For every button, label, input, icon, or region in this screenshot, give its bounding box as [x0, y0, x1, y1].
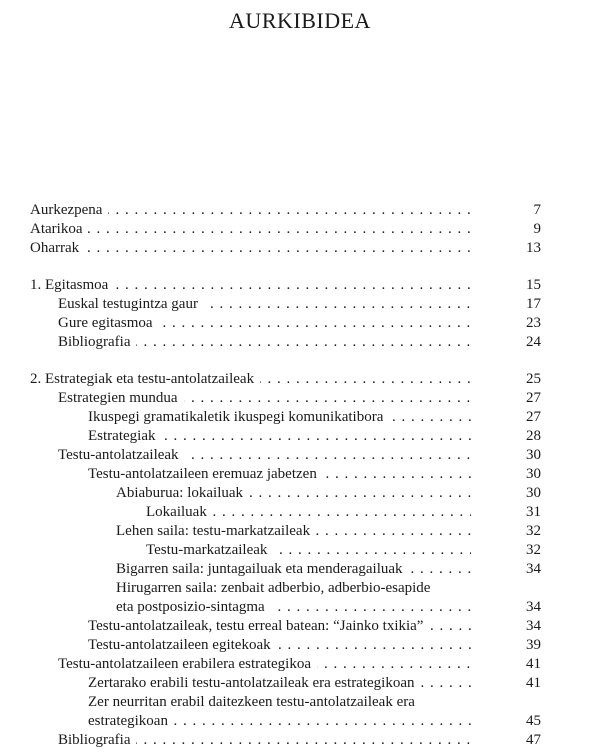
toc-entry-first-line[interactable] [30, 693, 541, 712]
toc-page-number: 30 [501, 465, 541, 484]
toc-entry[interactable] [30, 617, 541, 636]
toc-entry-label: Ikuspegi gramatikaletik ikuspegi komunikatibora [88, 409, 389, 425]
toc-page-number: 45 [501, 712, 541, 731]
toc-entry[interactable] [30, 541, 541, 560]
toc-entry-label: Estrategien mundua [58, 390, 184, 406]
toc-entry-label: Lehen saila: testu-markatzaileak [116, 523, 316, 539]
section-gap [30, 258, 541, 276]
toc-entry-label: Testu-antolatzaileak [58, 447, 185, 463]
toc-entry[interactable] [30, 370, 541, 389]
toc-entry-label-continued: eta postposizio-sintagma [116, 599, 271, 615]
toc-page-number: 28 [501, 427, 541, 446]
toc-entry[interactable] [30, 220, 541, 239]
toc-entry-label: Atarikoa [30, 221, 88, 237]
toc-entry-label: Zertarako erabili testu-antolatzaileak era estrategikoan [88, 675, 421, 691]
toc-page-number: 32 [501, 522, 541, 541]
toc-page-number: 7 [501, 201, 541, 220]
toc-page-number: 27 [501, 408, 541, 427]
toc-page-number: 31 [501, 503, 541, 522]
toc-entry[interactable] [30, 484, 541, 503]
toc-page-number: 9 [501, 220, 541, 239]
toc-entry-label-continued: estrategikoan [88, 713, 174, 729]
toc-entry[interactable] [30, 503, 541, 522]
page-title: AURKIBIDEA [229, 8, 371, 33]
toc-page-number: 27 [501, 389, 541, 408]
toc-entry[interactable] [30, 314, 541, 333]
toc-entry[interactable] [30, 731, 541, 750]
toc-entry-label: Bibliografia [58, 732, 136, 748]
toc-entry-label: Testu-antolatzaileen erabilera estrategikoa [58, 656, 317, 672]
toc-entry-label: Testu-antolatzaileen eremuaz jabetzen [88, 466, 323, 482]
toc-entry-label: Hirugarren saila: zenbait adberbio, adberbio-esapide [116, 580, 431, 596]
toc-entry-label: Testu-markatzaileak [146, 542, 273, 558]
toc-entry[interactable] [30, 201, 541, 220]
toc-page-number: 30 [501, 484, 541, 503]
toc-entry-label: Oharrak [30, 240, 85, 256]
toc-entry[interactable] [30, 655, 541, 674]
toc-page-number: 13 [501, 239, 541, 258]
toc-entry[interactable] [30, 712, 541, 731]
toc-entry-label: Bigarren saila: juntagailuak eta menderagailuak [116, 561, 409, 577]
toc-entry-label: Bibliografia [58, 334, 136, 350]
toc-entry[interactable] [30, 465, 541, 484]
toc-page-number: 25 [501, 370, 541, 389]
toc-entry[interactable] [30, 408, 541, 427]
toc-page-number: 39 [501, 636, 541, 655]
toc-entry[interactable] [30, 636, 541, 655]
toc-entry-label: Testu-antolatzaileak, testu erreal batean: “Jainko txikia” [88, 618, 429, 634]
toc-page-number: 30 [501, 446, 541, 465]
toc-entry-label: Abiaburua: lokailuak [116, 485, 249, 501]
toc-entry[interactable] [30, 276, 541, 295]
toc-page-number: 34 [501, 560, 541, 579]
toc-entry-label: Aurkezpena [30, 202, 108, 218]
toc-page-number: 23 [501, 314, 541, 333]
toc-entry-label: Zer neurritan erabil daitezkeen testu-antolatzaileak era [88, 694, 415, 710]
toc-page-number: 15 [501, 276, 541, 295]
toc-page-number: 47 [501, 731, 541, 750]
toc-page-number: 34 [501, 617, 541, 636]
toc-entry[interactable] [30, 239, 541, 258]
toc-entry-label: Testu-antolatzaileen egitekoak [88, 637, 277, 653]
toc-entry-label: Euskal testugintza gaur [58, 296, 204, 312]
toc-entry[interactable] [30, 333, 541, 352]
toc-page-number: 24 [501, 333, 541, 352]
toc-entry-label: 1. Egitasmoa [30, 277, 114, 293]
toc-page-number: 41 [501, 674, 541, 693]
toc-entry[interactable] [30, 446, 541, 465]
toc-entry[interactable] [30, 427, 541, 446]
toc-entry-label: Gure egitasmoa [58, 315, 159, 331]
toc-entry[interactable] [30, 560, 541, 579]
table-of-contents [30, 201, 541, 750]
toc-entry-label: 2. Estrategiak eta testu-antolatzaileak [30, 371, 260, 387]
toc-page-number: 32 [501, 541, 541, 560]
toc-entry-label: Lokailuak [146, 504, 213, 520]
toc-page-number: 41 [501, 655, 541, 674]
toc-entry[interactable] [30, 522, 541, 541]
section-gap [30, 352, 541, 370]
toc-entry[interactable] [30, 674, 541, 693]
toc-page-number: 34 [501, 598, 541, 617]
toc-entry-label: Estrategiak [88, 428, 161, 444]
toc-entry[interactable] [30, 295, 541, 314]
toc-entry-first-line[interactable] [30, 579, 541, 598]
toc-page-number: 17 [501, 295, 541, 314]
toc-entry[interactable] [30, 389, 541, 408]
toc-entry[interactable] [30, 598, 541, 617]
